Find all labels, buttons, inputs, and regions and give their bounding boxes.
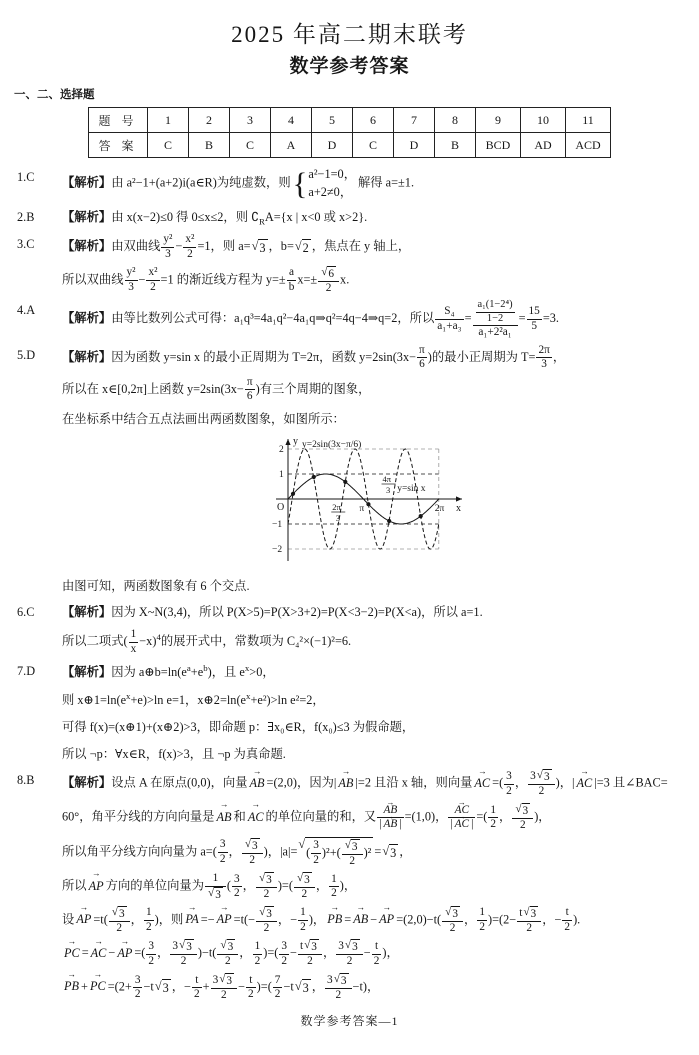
analysis-label: 【解析】: [62, 311, 112, 326]
vector-AB: → AB: [338, 772, 353, 795]
question-number: 6.C: [17, 605, 35, 620]
vector-AB: → AB: [250, 772, 265, 795]
analysis-label: 【解析】: [62, 239, 112, 254]
vector-PC: → PC: [64, 942, 80, 965]
table-answer-cell: 4: [271, 108, 312, 133]
table-answer-cell: 7: [394, 108, 435, 133]
question-number: 8.B: [17, 773, 35, 788]
solution-line: 6.C 【解析】因为 X~N(3,4)，所以 P(X>5)=P(X>3+2)=P(X<3−2)=P(X<a)，所以 a=1.: [12, 601, 687, 624]
vector-AP: → AP: [76, 908, 91, 931]
table-answer-cell: B: [189, 133, 230, 158]
svg-text:y=2sin(3x−π/6): y=2sin(3x−π/6): [302, 439, 362, 450]
vector-AC: → AC: [474, 772, 490, 795]
svg-text:O: O: [277, 501, 285, 513]
vector-AB: → AB: [353, 908, 368, 931]
table-answer-cell: 8: [435, 108, 476, 133]
solution-line: 所以在 x∈[0,2π]上函数 y=2sin(3x− $\frac{\pi}{6}$ )有三个周期的图象，: [62, 375, 371, 403]
table-answer-cell: D: [394, 133, 435, 158]
solution-line: 1.C 【解析】由 a²−1+(a+2)i(a∈R)为纯虚数，则 { a²−1=0， a+2≠0， 解得 a=±1.: [17, 166, 415, 201]
question-number: 1.C: [17, 170, 35, 184]
solution-line: 所以 → AP 方向的单位向量为 1 √ 3 ( $\frac{3}{2}$ ， √ 3 2 )=( √ 3 2 ， $\frac{1}{2}$ )，: [12, 872, 687, 902]
table-answer-cell: 10: [521, 108, 566, 133]
solution-6-C: [12, 601, 687, 656]
svg-text:x: x: [456, 502, 461, 514]
table-answer-cell: BCD: [476, 133, 521, 158]
question-number: 4.A: [17, 303, 36, 318]
svg-text:1: 1: [279, 469, 284, 480]
svg-text:2π: 2π: [332, 501, 341, 512]
analysis-label: 【解析】: [62, 209, 112, 224]
svg-text:−2: −2: [272, 544, 283, 555]
question-number: 2.B: [17, 209, 35, 224]
solution-line: 7.D 【解析】因为 $a\oplus b=\ln(e^a+e^b)$，且 $e^x>0$，: [12, 660, 687, 684]
table-answer-cell: 5: [312, 108, 353, 133]
analysis-label: 【解析】: [62, 776, 112, 791]
solution-line: 所以双曲线 $\frac{\text{y²}}{3}$ − $\frac{\text{x²}}{2}$ =1 的渐近线方程为 y=± $\frac{a}{b}$ x=± √ 6 2 x.: [62, 265, 350, 294]
vector-AB: → AB: [384, 818, 398, 832]
solution-line: 设 → AP =t( √ 3 2 ， $\frac{1}{2}$ )，则 → PA =− → AP =t(− √ 3 2 ，− $\frac{1}{2}$ )， → PB = → AB − → AP =(2,0)−t( √ 3 2 ， $\frac{1}{2}$ )=(2− t √ 3 2 ，− $\frac{t}{2}$ ).: [12, 906, 687, 936]
question-number: 3.C: [17, 237, 35, 252]
analysis-label: 【解析】: [62, 175, 112, 190]
svg-text:2π: 2π: [434, 503, 445, 514]
table-label-cell: 答 案: [89, 133, 148, 158]
solution-7-D: [12, 660, 687, 765]
section-heading: 一、二、选择题: [14, 89, 95, 101]
svg-text:π: π: [359, 503, 365, 514]
vector-AC: → AC: [577, 772, 593, 795]
table-answer-cell: 6: [353, 108, 394, 133]
table-answer-cell: B: [435, 133, 476, 158]
svg-text:2: 2: [279, 444, 284, 455]
solution-line: 在坐标系中结合五点法画出两函数图象，如图所示：: [62, 411, 345, 426]
vector-AC: → AC: [455, 804, 469, 818]
table-answer-cell: A: [271, 133, 312, 158]
svg-text:−1: −1: [272, 519, 283, 530]
solution-line: 则 $x\oplus 1=\ln(e^x+e)>\ln$ e=1，$x\oplus 2=\ln(e^x+e^2)>\ln$ e²=2，: [62, 691, 325, 708]
svg-text:3: 3: [386, 484, 391, 495]
solution-line: → PB + → PC =(2+ $\frac{3}{2}$ −t √ 3 ，− $\frac{t}{2}$ + 3 √ 3 2 − $\frac{t}{2}$ )=( $\frac{7}{2}$ −t √ 3 ， 3 √ 3 2 −t)，: [12, 973, 687, 1003]
answer-table: [88, 107, 611, 158]
function-graph: [260, 435, 687, 571]
solution-line: 所以角平分线方向向量为 a=( $\frac{3}{2}$ ， √ 3 2 )，|a|= √ ( $\frac{3}{2}$ )²+( √ 3 2 )² = √ 3 ，: [62, 836, 412, 867]
table-answer-cell: C: [230, 133, 271, 158]
sine-comparison-plot: [260, 435, 470, 567]
svg-text:y: y: [293, 435, 298, 447]
table-answer-cell: 11: [566, 108, 611, 133]
solution-1-C: [12, 166, 687, 202]
table-answer-cell: 1: [148, 108, 189, 133]
table-answer-cell: 3: [230, 108, 271, 133]
analysis-label: 【解析】: [62, 605, 112, 620]
answer-table-row: [89, 108, 611, 133]
vector-AB: → AB: [216, 806, 231, 829]
table-answer-cell: C: [353, 133, 394, 158]
answer-table-row: [89, 133, 611, 158]
analysis-label: 【解析】: [62, 349, 112, 364]
solution-line: 5.D 【解析】因为函数 y=sin x 的最小正周期为 T=2π，函数 y=2sin(3x− $\frac{\pi}{6}$ )的最小正周期为 T= $\frac{2\pi}{3}$ ，: [17, 343, 566, 371]
table-answer-cell: ACD: [566, 133, 611, 158]
solutions-list: [12, 166, 687, 1002]
page-title: 2025 年高二期末联考: [231, 22, 468, 47]
vector-AC: → AC: [455, 818, 469, 832]
solution-line: 8.B 【解析】设点 A 在原点(0,0)，向量 → AB =(2,0)，因为| → AB |=2 且沿 x 轴，则向量 → AC =( $\frac{3}{2}$ ， 3 √ 3 2 )，| → AC |=3 且∠BAC=: [12, 769, 687, 799]
question-number: 7.D: [17, 664, 36, 679]
table-answer-cell: 9: [476, 108, 521, 133]
solution-2-B: [12, 206, 687, 230]
vector-AP: → AP: [379, 908, 394, 931]
vector-PC: → PC: [90, 975, 106, 998]
vector-AB: → AB: [384, 804, 398, 818]
table-answer-cell: 2: [189, 108, 230, 133]
vector-AC: → AC: [248, 806, 264, 829]
analysis-label: 【解析】: [62, 665, 112, 680]
solution-5-D: [12, 344, 687, 598]
table-answer-cell: C: [148, 133, 189, 158]
solution-line: → PC = → AC − → AP =( $\frac{3}{2}$ ， 3 √ 3 2 )−t( √ 3 2 ， $\frac{1}{2}$ )=( $\frac{3}{2}$ − t √ 3 2 ， 3 √ 3 2 − $\frac{t}{2}$ )，: [12, 939, 687, 969]
vector-AP: → AP: [89, 875, 104, 898]
solution-3-C: [12, 233, 687, 295]
question-number: 5.D: [17, 347, 36, 362]
solution-line: 由图可知，两函数图象有 6 个交点.: [62, 578, 250, 593]
solution-8-B: [12, 769, 687, 1002]
vector-PB: → PB: [327, 908, 342, 931]
solution-line: 所以二项式( $\frac{1}{x}$ −x)$^4$的展开式中，常数项为 C₄²×(−1)²=6.: [62, 628, 352, 655]
solution-line: 60°，角平分线的方向向量是 → AB 和 → AC 的单位向量的和，又 → $\frac{AB}{| \to AB |}$ =(1,0)， → $\frac{AC}{| \to AC |}$ =( $\frac{1}{2}$ ， √ 3 2 )，: [12, 803, 687, 833]
solution-4-A: [12, 299, 687, 340]
vector-AC: → AC: [91, 942, 107, 965]
vector-PB: → PB: [64, 975, 79, 998]
vector-AP: → AP: [217, 908, 232, 931]
solution-line: 2.B 【解析】由 x(x−2)≤0 得 0≤x≤2，则 $∁_RA=\{x$ | x<0 或 x>2}.: [12, 206, 687, 230]
page-subtitle: 数学参考答案: [289, 56, 410, 77]
svg-text:3: 3: [335, 512, 341, 523]
svg-text:y=sin x: y=sin x: [397, 483, 426, 494]
solution-line: 可得 f(x)=(x⊕1)+(x⊕2)>3，即命题 p：∃x₀∈R，f(x₀)≤3 为假命题，: [62, 719, 415, 734]
table-answer-cell: AD: [521, 133, 566, 158]
table-label-cell: 题 号: [89, 108, 148, 133]
table-answer-cell: D: [312, 133, 353, 158]
svg-text:4π: 4π: [382, 473, 392, 484]
solution-line: 4.A 【解析】由等比数列公式可得：a₁q³=4a₁q²−4a₁q⇒q²=4q−4⇒q=2，所以 $\frac{\text{S₄}}{\text{a₁+a₃}}$ = $\frac{\frac{\text{a₁(1−2⁴)}}{1-2}}{\text{a₁+2²a₁}}$ = $\frac{15}{5}$ =3.: [17, 299, 559, 339]
vector-PA: → PA: [185, 908, 198, 931]
solution-line: 所以 ¬p：∀x∈R，f(x)>3，且 ¬p 为真命题.: [62, 746, 286, 761]
vector-AP: → AP: [117, 942, 132, 965]
solution-line: 3.C 【解析】由双曲线 $\frac{\text{y²}}{3}$ − $\frac{\text{x²}}{2}$ =1，则 a= √ 3 ，b= √ 2 ，焦点在 y 轴上，: [17, 233, 411, 261]
page-footer: 数学参考答案—1: [300, 1014, 399, 1029]
